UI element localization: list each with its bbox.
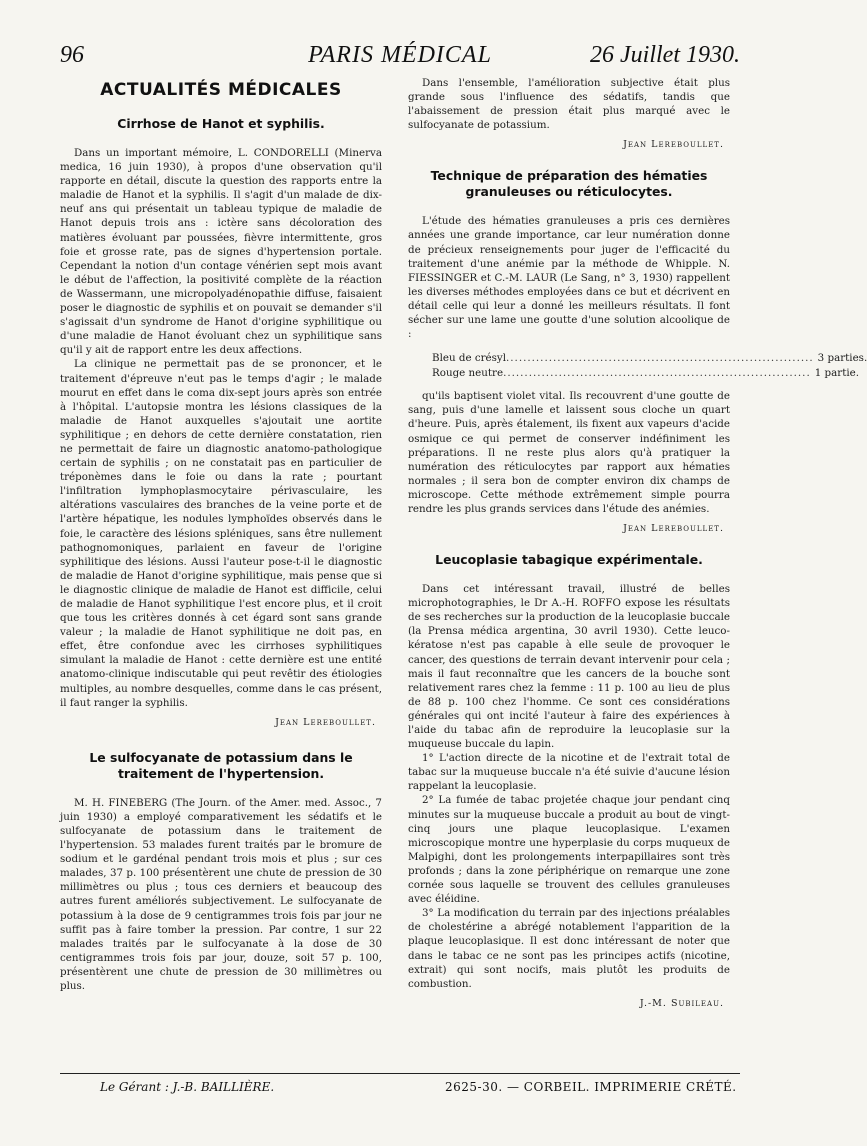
formula-quantity: 1 partie. <box>814 367 860 380</box>
running-head <box>60 40 740 70</box>
formula-row: Bleu de crésyl ........................................................................ 3 parties. <box>432 352 867 365</box>
article-reticulocytes <box>408 168 867 535</box>
article-title: Leucoplasie tabagique expérimentale. <box>435 552 703 568</box>
formula-quantity: 3 parties. <box>817 352 867 365</box>
article-paragraph: Dans l'ensemble, l'amélioration subjective était plus grande sous l'influence des sédatifs, tandis que l'abaissement de pression était plus marqué avec le sulfocyanate de potassium. <box>408 77 730 132</box>
author-signature: Jean Lereboullet. <box>623 523 724 535</box>
article-paragraph: 3° La modification du terrain par des injections préalables de cholestérine a abrégé notablement l'apparition de la plaque leucoplasique. Il est donc intéressant de noter que dans le tabac ce ne sont pas les principes actifs (nicotine, extrait) qui sont nocifs, mais plutôt les produits de combustion. <box>408 907 730 990</box>
article-paragraph: L'étude des hématies granuleuses a pris ces dernières années une grande importance, car leur numération donne de précieux renseignements pour juger de l'efficacité du traitement d'une anémie par la méthode de Whipple. N. FIESSINGER et C.-M. LAUR (Le Sang, n° 3, 1930) rappellent les diverses méthodes employées dans ce but et décrivent en détail celle qui leur a donné les meilleurs résultats. Il font sécher sur une lame une goutte d'une solution alcoolique de : <box>408 215 730 341</box>
author-signature: Jean Lereboullet. <box>623 139 724 151</box>
article-title: Technique de préparation des hématies granuleuses ou réticulocytes. <box>430 168 708 200</box>
stain-formula <box>408 351 867 381</box>
article-paragraph: Dans un important mémoire, L. CONDORELLI (Minerva medica, 16 juin 1930), à propos d'une observation qu'il rapporte en détail, discute la question des rapports entre la maladie de Hanot et la syphilis. Il s'agit d'un malade de dix-neuf ans qui présentait un tableau typique de maladie de Hanot depuis trois ans : ictère sans décoloration des matières évoluant par poussées, fièvre intermittente, gros foie et grosse rate, pas de signes d'hypertension portale. Cependant la notion d'un contage vénérien sept mois avant le début de l'affection, la positivité complète de la réaction de Wassermann, une micropolyadénopathie diffuse, faisaient poser le diagnostic de syphilis et on pouvait se demander s'il s'agissait d'un syndrome de Hanot d'origine syphilitique ou d'une maladie de Hanot évoluant chez un syphilitique sans qu'il y ait de rapport entre les deux affections. <box>60 147 382 357</box>
page-number: 96 <box>60 42 84 68</box>
formula-row: Rouge neutre ........................................................................ 1 partie. <box>432 367 860 380</box>
article-title: Le sulfocyanate de potassium dans le traitement de l'hypertension. <box>89 749 353 781</box>
article-title: Cirrhose de Hanot et syphilis. <box>117 116 325 131</box>
article-paragraph: M. H. FINEBERG (The Journ. of the Amer. med. Assoc., 7 juin 1930) a employé comparativement les sédatifs et le sulfocyanate de potassium dans le traitement de l'hypertension. 53 malades furent traités par le bromure de sodium et le gardénal pendant trois mois et plus ; sur ces malades, 37 p. 100 présentèrent une chute de pression de 30 millimètres ou plus ; tous ces derniers et beaucoup des autres furent améliorés subjectivement. Le sulfocyanate de potassium à la dose de 9 centigrammes trois fois par jour ne suffit pas à faire tomber la pression. Par contre, 1 sur 22 malades traités par le sulfocyanate à la dose de 30 centigrammes trois fois par jour, douze, soit 57 p. 100, présentèrent une chute de pression de 30 millimètres ou plus. <box>60 796 382 992</box>
article-paragraph: 1° L'action directe de la nicotine et de l'extrait total de tabac sur la muqueuse buccale n'a été suivie d'aucune lésion rappelant la leucoplasie. <box>408 752 730 793</box>
journal-title: PARIS MÉDICAL <box>308 42 492 68</box>
article-paragraph: qu'ils baptisent violet vital. Ils recouvrent d'une goutte de sang, puis d'une lamelle et laissent sous cloche un quart d'heure. Puis, après étalement, ils fixent aux vapeurs d'acide osmique ce qui permet de conserver indéfiniment les préparations. Il ne reste plus alors qu'à pratiquer la numération des réticulocytes par rapport aux hématies normales ; il sera bon de compter environ dix champs de microscope. Cette méthode extrêmement simple pourra rendre les plus grands services dans l'étude des anémies. <box>408 390 730 515</box>
section-title: ACTUALITÉS MÉDICALES <box>100 80 342 100</box>
formula-ingredient: Bleu de crésyl <box>432 352 506 365</box>
issue-date: 26 Juillet 1930. <box>590 42 740 68</box>
author-signature: J.-M. Subileau. <box>639 997 724 1009</box>
article-leucoplasie <box>408 552 730 1009</box>
author-signature: Jean Lereboullet. <box>275 716 376 728</box>
article-paragraph: La clinique ne permettait pas de se prononcer, et le traitement d'épreuve n'eut pas le temps d'agir ; le malade mourut en effet dans le coma dix-sept jours après son entrée à l'hôpital. L'autopsie montra les lésions classiques de la maladie de Hanot auxquelles s'ajoutait une aortite syphilitique ; en dehors de cette dernière constatation, rien ne permettait de faire un diagnostic anatomo-pathologique certain de syphilis ; on ne constatait pas en particulier de tréponèmes dans le foie ou dans la rate ; pourtant l'infiltration lymphoplasmocytaire périvasculaire, les altérations vasculaires des branches de la veine porte et de l'artère hépatique, les nodules lymphoïdes observés dans le foie, le caractère des lésions spléniques, sans être nullement pathognomoniques, parlaient en faveur de l'origine syphilitique des lésions. Aussi l'auteur pose-t-il le diagnostic de maladie de Hanot d'origine syphilitique, mais pense que si le diagnostic clinique de maladie de Hanot est difficile, celui de maladie de Hanot syphilitique l'est encore plus, et il croit que tous les critères donnés à cet égard sont sans grande valeur ; la maladie de Hanot syphilitique ne doit pas, en effet, être confondue avec les cirrhoses syphilitiques simulant la maladie de Hanot : cette dernière est une entité anatomo-clinique indiscutable qui peut revêtir des étiologies multiples, au nombre desquelles, comme dans le cas présent, il faut ranger la syphilis. <box>60 358 382 709</box>
page-footer <box>60 1080 740 1100</box>
article-paragraph: Dans cet intéressant travail, illustré de belles microphotographies, le Dr A.-H. ROFFO expose les résultats de ses recherches sur la production de la leucoplasie buccale (la Prensa médica argentina, 30 avril 1930). Cette leuco-kératose n'est pas capable à elle seule de provoquer le cancer, des questions de terrain devant intervenir pour cela ; mais il faut reconnaître que les cancers de la bouche sont relativement rares chez la femme : 11 p. 100 au lieu de plus de 88 p. 100 chez l'homme. Ce sont ces considérations générales qui ont incité l'auteur à faire des expériences à l'aide du tabac afin de reproduire la leucoplasie sur la muqueuse buccale du lapin. <box>408 583 730 751</box>
left-column <box>60 76 382 993</box>
publisher-line: Le Gérant : J.-B. BAILLIÈRE. <box>100 1080 275 1094</box>
article-paragraph: 2° La fumée de tabac projetée chaque jour pendant cinq minutes sur la muqueuse buccale a produit au bout de vingt-cinq jours une plaque leucoplasique. L'examen microscopique montre une hyperplasie du corps muqueux de Malpighi, dont les prolongements interpapillaires sont très profonds ; dans la zone périphérique on remarque une zone cornée sous laquelle se trouvent des cellules granuleuses avec éléidine. <box>408 794 730 906</box>
formula-ingredient: Rouge neutre <box>432 367 504 380</box>
printer-line: 2625-30. — CORBEIL. IMPRIMERIE CRÉTÉ. <box>445 1080 737 1094</box>
right-column <box>408 76 867 1009</box>
article-sulfocyanate <box>60 750 382 993</box>
article-cirrhose <box>60 116 382 728</box>
footer-rule <box>60 1073 740 1074</box>
